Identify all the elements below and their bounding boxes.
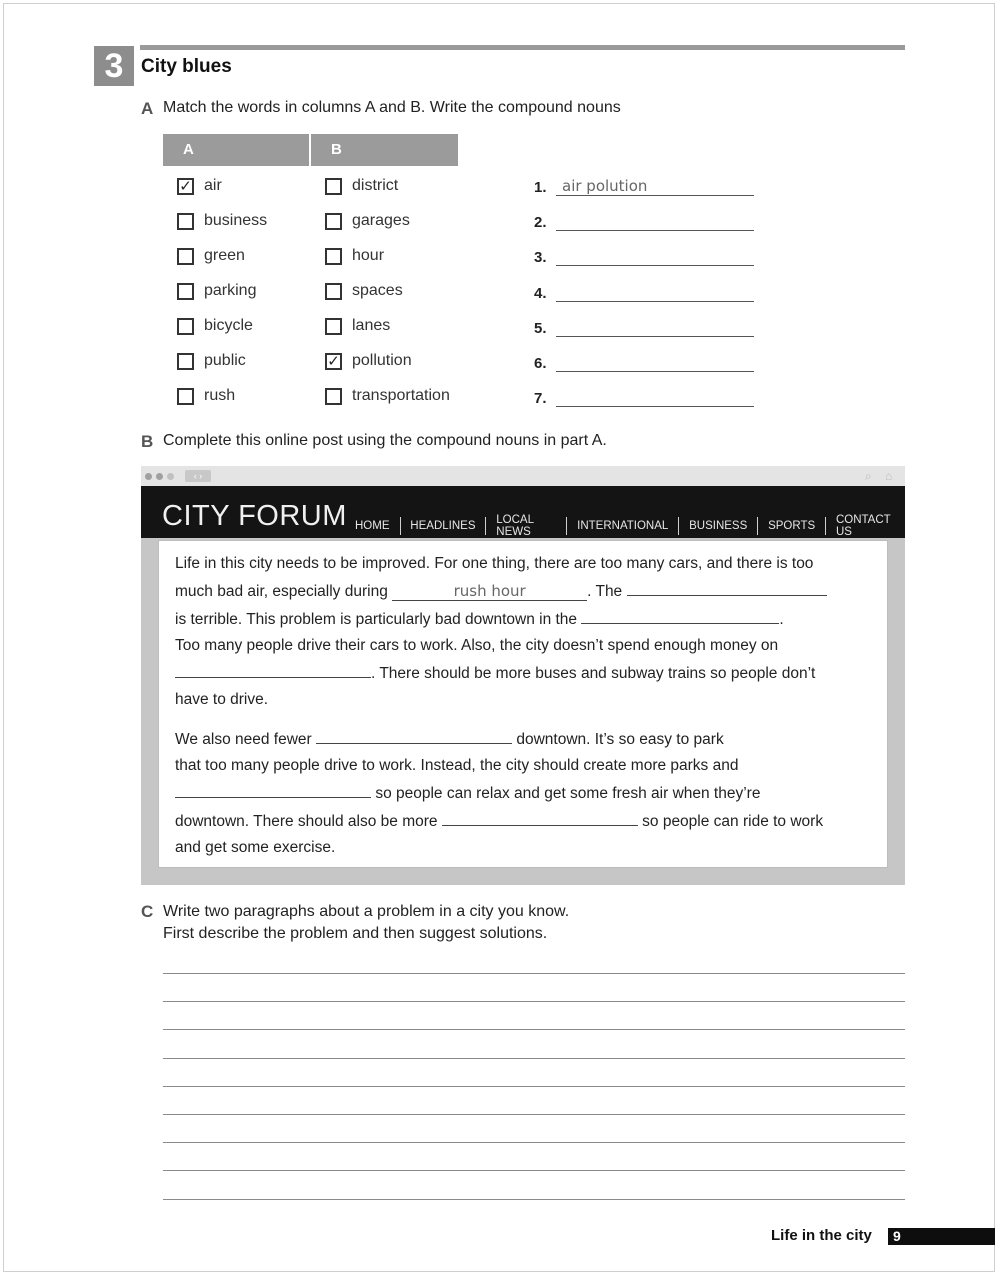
checkbox[interactable]: ✓	[325, 353, 342, 370]
post-paragraph-1	[175, 551, 875, 713]
column-a-word: rush	[204, 387, 236, 404]
checkbox[interactable]	[325, 248, 342, 265]
column-a-word: business	[204, 212, 268, 229]
search-icon[interactable]: ⌕	[865, 469, 872, 483]
checkbox[interactable]: ✓	[177, 178, 194, 195]
writing-line[interactable]	[163, 973, 905, 974]
nav-link-headlines[interactable]: HEADLINES	[410, 520, 476, 532]
answer-row	[534, 244, 754, 266]
answer-field[interactable]: air polution	[556, 176, 754, 196]
post-text: .	[779, 611, 784, 628]
part-a-letter: A	[141, 99, 154, 118]
back-forward-icon[interactable]: ‹ ›	[185, 470, 211, 482]
column-a-row	[177, 210, 267, 232]
column-b-row	[325, 175, 398, 197]
post-text: downtown. It’s so easy to park	[516, 731, 724, 748]
writing-line[interactable]	[163, 1058, 905, 1059]
part-c-instruction-2: First describe the problem and then suggest solutions.	[163, 925, 548, 942]
part-c-instruction-1: Write two paragraphs about a problem in a city you know.	[163, 903, 570, 920]
post-text: that too many people drive to work. Instead, the city should create more parks and	[175, 757, 739, 774]
nav-link-home[interactable]: HOME	[355, 520, 390, 532]
column-b-word: transportation	[352, 387, 450, 404]
checkbox[interactable]	[177, 248, 194, 265]
column-b-word: spaces	[352, 282, 403, 299]
checkbox[interactable]	[325, 388, 342, 405]
part-b-letter: B	[141, 432, 154, 451]
checkbox[interactable]	[177, 388, 194, 405]
checkbox[interactable]	[325, 178, 342, 195]
writing-line[interactable]	[163, 1199, 905, 1200]
section-rule	[140, 45, 905, 50]
column-a-row	[177, 280, 256, 302]
browser-chrome	[141, 466, 905, 486]
column-b-row	[325, 385, 450, 407]
forum-header	[141, 486, 905, 538]
part-a-instruction: Match the words in columns A and B. Write the compound nouns	[163, 99, 621, 116]
post-text: Life in this city needs to be improved. For one thing, there are too many cars, and there is too	[175, 555, 814, 572]
nav-link-local-news[interactable]: LOCAL NEWS	[496, 514, 534, 538]
writing-line[interactable]	[163, 1086, 905, 1087]
window-dot-icon	[156, 473, 163, 480]
answer-row	[534, 174, 754, 196]
writing-line[interactable]	[163, 1142, 905, 1143]
checkbox[interactable]	[177, 213, 194, 230]
post-text: We also need fewer	[175, 731, 312, 748]
nav-link-contact-us[interactable]: CONTACT US	[835, 514, 891, 538]
column-a-row	[177, 175, 222, 197]
answer-field[interactable]	[556, 352, 754, 372]
browser-window	[141, 466, 905, 885]
answer-row	[534, 280, 754, 302]
nav-link-sports[interactable]: SPORTS	[768, 520, 816, 532]
post-text: Too many people drive their cars to work. Also, the city doesn’t spend enough money on	[175, 637, 779, 654]
writing-line[interactable]	[163, 1114, 905, 1115]
answer-number: 7.	[534, 390, 547, 407]
column-b-word: pollution	[352, 352, 412, 369]
page-number: 9	[893, 1228, 901, 1244]
blank-field[interactable]	[581, 605, 779, 624]
column-a-row	[177, 315, 253, 337]
column-b-word: garages	[352, 212, 410, 229]
column-a-row	[177, 245, 245, 267]
section-number: 3	[94, 46, 134, 86]
post-text: so people can ride to work	[642, 813, 824, 830]
post-text: have to drive.	[175, 691, 269, 708]
column-a-row	[177, 385, 235, 407]
column-a-word: air	[204, 177, 222, 194]
answer-number: 6.	[534, 355, 547, 372]
column-b-word: lanes	[352, 317, 391, 334]
checkbox[interactable]	[177, 283, 194, 300]
forum-post	[158, 540, 888, 868]
blank-field[interactable]	[627, 577, 827, 596]
writing-line[interactable]	[163, 1001, 905, 1002]
checkbox[interactable]	[325, 213, 342, 230]
answer-field[interactable]	[556, 211, 754, 231]
answer-row	[534, 209, 754, 231]
column-b-row	[325, 245, 384, 267]
post-text: and get some exercise.	[175, 839, 336, 856]
checkbox[interactable]	[177, 353, 194, 370]
blank-field[interactable]	[175, 779, 371, 798]
answer-field[interactable]	[556, 317, 754, 337]
forum-title: CITY FORUM	[162, 500, 347, 532]
blank-field[interactable]	[175, 659, 371, 678]
checkbox[interactable]	[325, 318, 342, 335]
part-c-letter: C	[141, 902, 154, 921]
nav-link-business[interactable]: BUSINESS	[689, 520, 748, 532]
checkbox[interactable]	[177, 318, 194, 335]
writing-line[interactable]	[163, 1170, 905, 1171]
writing-line[interactable]	[163, 1029, 905, 1030]
post-text: so people can relax and get some fresh air when they’re	[375, 785, 761, 802]
answer-row	[534, 315, 754, 337]
window-dot-icon	[167, 473, 174, 480]
window-dot-icon	[145, 473, 152, 480]
column-a-header: A	[163, 134, 309, 166]
blank-field[interactable]	[316, 725, 512, 744]
post-paragraph-2	[175, 725, 875, 861]
answer-number: 2.	[534, 214, 547, 231]
answer-number: 4.	[534, 285, 547, 302]
section-title: City blues	[141, 56, 232, 77]
footer-title: Life in the city	[771, 1227, 872, 1244]
column-b-word: hour	[352, 247, 385, 264]
home-icon[interactable]: ⌂	[885, 469, 893, 483]
answer-number: 5.	[534, 320, 547, 337]
part-b-instruction: Complete this online post using the compound nouns in part A.	[163, 432, 607, 449]
forum-nav	[355, 514, 905, 538]
column-a-word: bicycle	[204, 317, 253, 334]
column-b-row	[325, 350, 412, 372]
blank-field[interactable]: rush hour	[392, 582, 587, 601]
answer-field[interactable]	[556, 387, 754, 407]
column-b-row	[325, 210, 410, 232]
checkbox[interactable]	[325, 283, 342, 300]
column-b-row	[325, 315, 390, 337]
column-a-row	[177, 350, 246, 372]
answer-number: 3.	[534, 249, 547, 266]
post-text: . There should be more buses and subway trains so people don’t	[371, 665, 816, 682]
column-b-word: district	[352, 177, 399, 194]
footer-bar	[888, 1228, 995, 1245]
column-b-row	[325, 280, 403, 302]
blank-field[interactable]	[442, 807, 638, 826]
answer-field[interactable]	[556, 282, 754, 302]
post-text: . The	[587, 583, 623, 600]
column-b-header: B	[311, 134, 458, 166]
answer-number: 1.	[534, 179, 547, 196]
nav-link-international[interactable]: INTERNATIONAL	[577, 520, 669, 532]
answer-row	[534, 350, 754, 372]
answer-row	[534, 385, 754, 407]
answer-field[interactable]	[556, 246, 754, 266]
post-text: downtown. There should also be more	[175, 813, 438, 830]
column-a-word: public	[204, 352, 246, 369]
post-text: is terrible. This problem is particularly bad downtown in the	[175, 611, 578, 628]
column-a-word: green	[204, 247, 245, 264]
column-a-word: parking	[204, 282, 257, 299]
post-text: much bad air, especially during	[175, 583, 388, 600]
